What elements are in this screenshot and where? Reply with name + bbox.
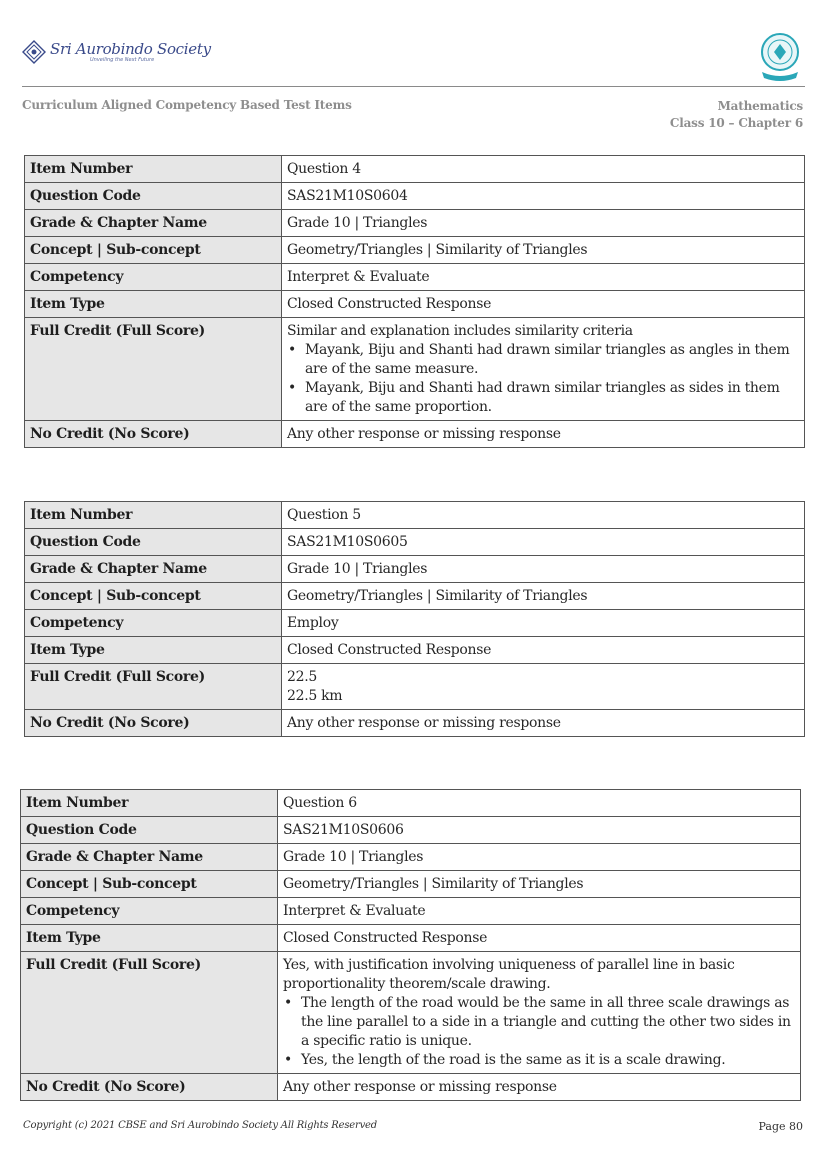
cbse-seal-icon (758, 32, 802, 82)
table-row (21, 952, 801, 1074)
table-row (25, 237, 805, 264)
table-row (25, 210, 805, 237)
item-type-value: Closed Constructed Response (282, 291, 805, 318)
table-row (25, 710, 805, 737)
list-item: • Mayank, Biju and Shanti had drawn similar triangles as angles in them are of the same measure. (305, 341, 799, 379)
table-row (21, 817, 801, 844)
full-credit-value (278, 952, 801, 1074)
full-credit-intro: Yes, with justification involving uniqueness of parallel line in basic proportionality theorem/scale drawing. (283, 957, 735, 992)
list-item: • Mayank, Biju and Shanti had drawn similar triangles as sides in them are of the same proportion. (305, 379, 799, 417)
item-type-label: Item Type (25, 291, 282, 318)
item-number-value: Question 5 (282, 502, 805, 529)
item-number-label: Item Number (25, 502, 282, 529)
item-number-value: Question 4 (282, 156, 805, 183)
question-code-value: SAS21M10S0606 (278, 817, 801, 844)
full-credit-value (282, 664, 805, 710)
logo-tagline: Unveiling the Next Future (90, 56, 155, 63)
no-credit-label: No Credit (No Score) (25, 710, 282, 737)
concept-value: Geometry/Triangles | Similarity of Triangles (282, 237, 805, 264)
table-row (25, 318, 805, 421)
page-number: Page 80 (758, 1120, 803, 1133)
no-credit-label: No Credit (No Score) (25, 421, 282, 448)
item-table-question-5 (24, 501, 805, 737)
table-row (21, 925, 801, 952)
grade-chapter-label: Grade & Chapter Name (25, 556, 282, 583)
table-row (25, 502, 805, 529)
question-code-value: SAS21M10S0605 (282, 529, 805, 556)
grade-chapter-value: Grade 10 | Triangles (282, 556, 805, 583)
competency-label: Competency (21, 898, 278, 925)
subject: Mathematics (717, 99, 803, 113)
question-code-value: SAS21M10S0604 (282, 183, 805, 210)
competency-value: Employ (282, 610, 805, 637)
table-row (25, 610, 805, 637)
full-credit-line: 22.5 (287, 669, 317, 685)
header-divider (22, 86, 805, 87)
table-row (25, 264, 805, 291)
full-credit-intro: Similar and explanation includes similarity criteria (287, 323, 633, 339)
society-emblem-icon (22, 40, 46, 64)
full-credit-value (282, 318, 805, 421)
item-type-value: Closed Constructed Response (282, 637, 805, 664)
question-code-label: Question Code (21, 817, 278, 844)
table-row (25, 529, 805, 556)
no-credit-label: No Credit (No Score) (21, 1074, 278, 1101)
concept-label: Concept | Sub-concept (25, 583, 282, 610)
list-item: • Yes, the length of the road is the same as it is a scale drawing. (301, 1051, 795, 1070)
no-credit-value: Any other response or missing response (282, 421, 805, 448)
full-credit-label: Full Credit (Full Score) (25, 318, 282, 421)
table-row (25, 421, 805, 448)
concept-label: Concept | Sub-concept (21, 871, 278, 898)
no-credit-value: Any other response or missing response (278, 1074, 801, 1101)
competency-label: Competency (25, 610, 282, 637)
question-code-label: Question Code (25, 529, 282, 556)
subject-block (670, 98, 803, 132)
full-credit-bullets (287, 341, 799, 417)
item-type-value: Closed Constructed Response (278, 925, 801, 952)
competency-value: Interpret & Evaluate (278, 898, 801, 925)
full-credit-label: Full Credit (Full Score) (21, 952, 278, 1074)
table-row (25, 556, 805, 583)
document-title: Curriculum Aligned Competency Based Test Items (22, 98, 352, 112)
class-chapter: Class 10 – Chapter 6 (669, 116, 803, 130)
table-row (25, 291, 805, 318)
competency-value: Interpret & Evaluate (282, 264, 805, 291)
table-row (25, 583, 805, 610)
item-type-label: Item Type (21, 925, 278, 952)
sri-aurobindo-society-logo (22, 36, 211, 68)
table-row (25, 183, 805, 210)
grade-chapter-label: Grade & Chapter Name (21, 844, 278, 871)
grade-chapter-value: Grade 10 | Triangles (278, 844, 801, 871)
copyright-notice: Copyright (c) 2021 CBSE and Sri Aurobindo Society All Rights Reserved (23, 1120, 377, 1131)
table-row (25, 664, 805, 710)
table-row (21, 898, 801, 925)
grade-chapter-label: Grade & Chapter Name (25, 210, 282, 237)
concept-value: Geometry/Triangles | Similarity of Triangles (278, 871, 801, 898)
full-credit-label: Full Credit (Full Score) (25, 664, 282, 710)
grade-chapter-value: Grade 10 | Triangles (282, 210, 805, 237)
item-type-label: Item Type (25, 637, 282, 664)
table-row (21, 1074, 801, 1101)
logo-name: Sri Aurobindo Society (50, 39, 211, 58)
question-code-label: Question Code (25, 183, 282, 210)
item-table-question-4 (24, 155, 805, 448)
item-table-question-6 (20, 789, 801, 1101)
full-credit-bullets (283, 994, 795, 1070)
table-row (25, 637, 805, 664)
competency-label: Competency (25, 264, 282, 291)
table-row (25, 156, 805, 183)
item-number-label: Item Number (25, 156, 282, 183)
table-row (21, 844, 801, 871)
concept-value: Geometry/Triangles | Similarity of Triangles (282, 583, 805, 610)
item-number-label: Item Number (21, 790, 278, 817)
item-number-value: Question 6 (278, 790, 801, 817)
concept-label: Concept | Sub-concept (25, 237, 282, 264)
table-row (21, 871, 801, 898)
table-row (21, 790, 801, 817)
list-item: • The length of the road would be the same in all three scale drawings as the line parallel to a side in a triangle and cutting the other two sides in a specific ratio is unique. (301, 994, 795, 1051)
no-credit-value: Any other response or missing response (282, 710, 805, 737)
full-credit-line: 22.5 km (287, 688, 343, 704)
